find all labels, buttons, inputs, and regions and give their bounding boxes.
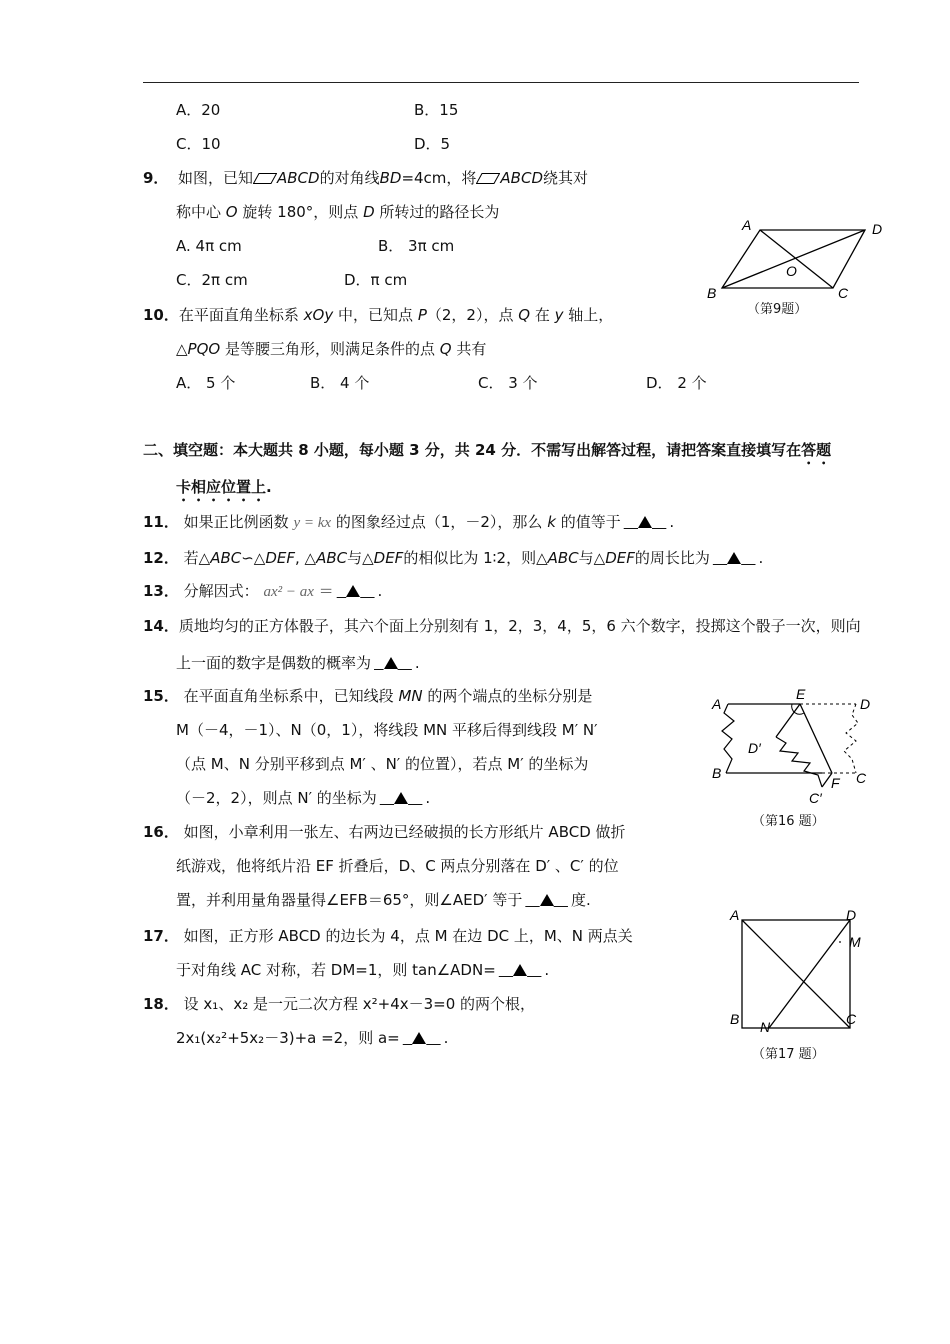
fig17-label-m: M	[849, 934, 861, 950]
fig17-label-a: A	[730, 907, 740, 923]
fig17-label-d: D	[846, 907, 857, 923]
fig16-label-d: D	[860, 696, 871, 712]
fig16-label-dprime: D′	[748, 740, 761, 756]
q9-line2: 称中心 O 旋转 180°，则点 D 所转过的路径长为	[176, 203, 500, 221]
q15-line1: 15． 在平面直角坐标系中，已知线段 MN 的两个端点的坐标分别是	[143, 687, 593, 705]
triangle-icon	[513, 964, 527, 976]
fig9-label-d: D	[872, 221, 883, 237]
q9-option-b: B． 3π cm	[378, 237, 455, 255]
q9-line1: 9． 如图，已知 ABCD的对角线BD=4cm，将 ABCD绕其对	[143, 169, 589, 187]
q8-option-d: D．5	[414, 135, 451, 153]
fig16-label-f: F	[831, 775, 840, 791]
q13-answer-blank[interactable]	[334, 581, 378, 601]
q16-line3: 置，并利用量角器量得∠EFB＝65°，则∠AED′ 等于 度.	[176, 891, 591, 909]
q10-line1: 10．在平面直角坐标系 xOy 中，已知点 P（2，2），点 Q 在 y 轴上，	[143, 306, 614, 324]
figure-16-folded-paper	[706, 683, 876, 808]
fig9-label-o: O	[786, 263, 797, 279]
triangle-icon	[394, 792, 408, 804]
q18-line2: 2x₁(x₂²+5x₂－3)+a =2，则 a= .	[176, 1029, 449, 1047]
fig9-label-b: B	[707, 285, 717, 301]
figure-17-square	[724, 902, 874, 1037]
triangle-icon	[412, 1032, 426, 1044]
triangle-icon	[346, 585, 360, 597]
fig9-label-c: C	[838, 285, 849, 301]
q15-line4: （－2，2），则点 N′ 的坐标为 .	[176, 789, 431, 807]
q10-option-a: A． 5 个	[176, 374, 236, 392]
fig9-label-a: A	[742, 217, 752, 233]
q13: 13． 分解因式： ax² − ax ＝ .	[143, 582, 383, 600]
q16-answer-blank[interactable]	[522, 890, 571, 910]
fig17-label-n: N	[760, 1019, 771, 1035]
q11-answer-blank[interactable]	[621, 512, 670, 532]
q17-line2: 于对角线 AC 对称，若 DM=1，则 tan∠ADN= .	[176, 961, 550, 979]
fig16-label-c: C	[856, 770, 867, 786]
triangle-icon	[540, 894, 554, 906]
q16-line2: 纸游戏，他将纸片沿 EF 折叠后，D、C 两点分别落在 D′ 、C′ 的位	[176, 857, 619, 875]
q18-line1: 18． 设 x₁、x₂ 是一元二次方程 x²+4x－3=0 的两个根，	[143, 995, 536, 1013]
parallelogram-icon	[476, 173, 500, 184]
q15-line2: M（－4，－1）、N（0，1），将线段 MN 平移后得到线段 M′ N′	[176, 721, 598, 739]
header-rule	[143, 82, 859, 83]
q10-option-b: B． 4 个	[310, 374, 370, 392]
fig16-caption: （第16 题）	[752, 814, 825, 829]
fig16-label-cprime: C′	[809, 790, 822, 806]
q14-line2: 上一面的数字是偶数的概率为 .	[176, 654, 420, 672]
section2-heading-cont: 卡相应位置上.	[176, 478, 272, 496]
q9-option-c: C．2π cm	[176, 271, 248, 289]
q18-answer-blank[interactable]	[400, 1028, 444, 1048]
triangle-icon	[384, 657, 398, 669]
q17-line1: 17． 如图，正方形 ABCD 的边长为 4，点 M 在边 DC 上，M、N 两点关	[143, 927, 633, 945]
triangle-icon	[727, 552, 741, 564]
section2-heading: 二、填空题：本大题共 8 小题，每小题 3 分，共 24 分．不需写出解答过程，请把答案直接填写在答题	[143, 441, 832, 459]
q11: 11． 如果正比例函数 y = kx 的图象经过点（1，－2），那么 k 的值等于 .	[143, 513, 675, 531]
q12: 12． 若△ABC∽△DEF, △ABC与△DEF的相似比为 1∶2，则△ABC与△DEF的周长比为 .	[143, 549, 764, 567]
q17-answer-blank[interactable]	[496, 960, 545, 980]
q8-option-b: B．15	[414, 101, 459, 119]
q16-line1: 16． 如图，小章利用一张左、右两边已经破损的长方形纸片 ABCD 做折	[143, 823, 626, 841]
q15-line3: （点 M、N 分别平移到点 M′ 、N′ 的位置），若点 M′ 的坐标为	[176, 755, 589, 773]
q10-line2: △PQO 是等腰三角形，则满足条件的点 Q 共有	[176, 340, 487, 358]
q10-option-c: C． 3 个	[478, 374, 538, 392]
q14-answer-blank[interactable]	[371, 653, 415, 673]
fig16-label-b: B	[712, 765, 722, 781]
q9-option-a: A. 4π cm	[176, 237, 242, 255]
fig16-label-e: E	[796, 686, 806, 702]
q14-line1: 14．质地均匀的正方体骰子，其六个面上分别刻有 1，2，3，4，5，6 六个数字，投掷这个骰子一次，则向	[143, 617, 861, 635]
fig17-label-b: B	[730, 1011, 740, 1027]
q8-option-c: C．10	[176, 135, 221, 153]
q8-option-a: A．20	[176, 101, 221, 119]
triangle-icon	[638, 516, 652, 528]
parallelogram-icon	[253, 173, 277, 184]
q10-option-d: D． 2 个	[646, 374, 707, 392]
fig16-label-a: A	[712, 696, 722, 712]
q12-answer-blank[interactable]	[710, 548, 759, 568]
fig17-label-c: C	[846, 1011, 857, 1027]
fig9-caption: （第9题）	[747, 302, 808, 317]
q9-option-d: D．π cm	[344, 271, 408, 289]
q15-answer-blank[interactable]	[377, 788, 426, 808]
fig17-caption: （第17 题）	[752, 1047, 825, 1062]
